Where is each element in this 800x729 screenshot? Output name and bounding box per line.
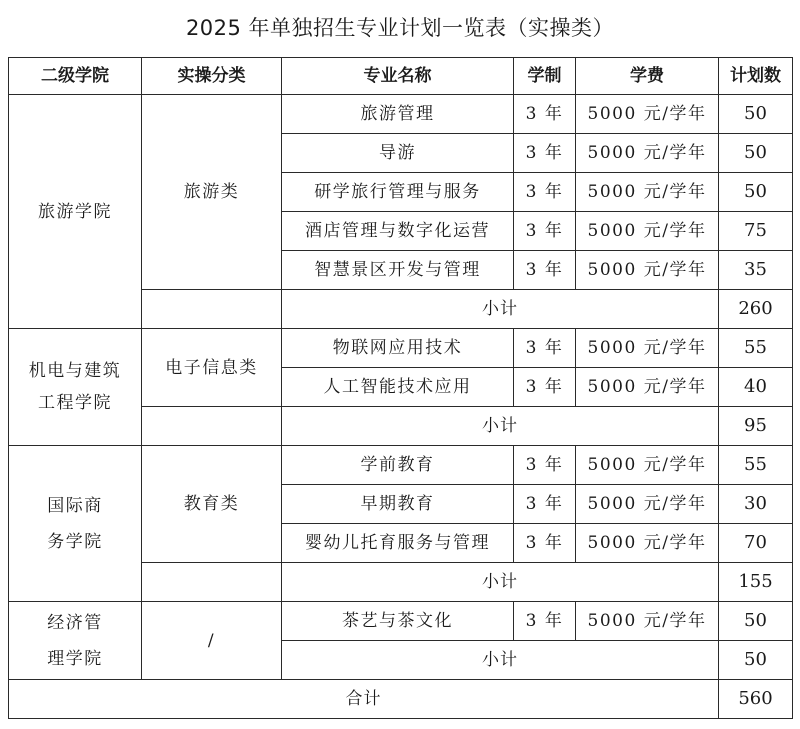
fee-cell: 5000 元/学年 (576, 368, 719, 407)
years-cell: 3 年 (514, 173, 576, 212)
college-cell (9, 329, 142, 446)
fee-cell: 5000 元/学年 (576, 446, 719, 485)
table-row (9, 329, 793, 368)
major-name: 旅游管理 (282, 95, 514, 134)
fee-cell: 5000 元/学年 (576, 329, 719, 368)
subtotal-value: 50 (719, 641, 793, 680)
major-name: 早期教育 (282, 485, 514, 524)
fee-cell: 5000 元/学年 (576, 251, 719, 290)
years-cell: 3 年 (514, 368, 576, 407)
header-category: 实操分类 (142, 58, 282, 95)
category-cell: 教育类 (142, 446, 282, 563)
fee-cell: 5000 元/学年 (576, 173, 719, 212)
fee-cell: 5000 元/学年 (576, 602, 719, 641)
header-plan: 计划数 (719, 58, 793, 95)
major-name: 酒店管理与数字化运营 (282, 212, 514, 251)
subtotal-value: 260 (719, 290, 793, 329)
major-name: 婴幼儿托育服务与管理 (282, 524, 514, 563)
enrollment-plan-table (8, 57, 793, 719)
fee-cell: 5000 元/学年 (576, 485, 719, 524)
fee-cell: 5000 元/学年 (576, 212, 719, 251)
header-major: 专业名称 (282, 58, 514, 95)
table-row (9, 95, 793, 134)
plan-cell: 75 (719, 212, 793, 251)
years-cell: 3 年 (514, 446, 576, 485)
fee-cell: 5000 元/学年 (576, 95, 719, 134)
header-fee: 学费 (576, 58, 719, 95)
subtotal-label: 小计 (282, 563, 719, 602)
plan-cell: 70 (719, 524, 793, 563)
years-cell: 3 年 (514, 485, 576, 524)
college-cell (9, 446, 142, 602)
table-row (9, 602, 793, 641)
table-row (9, 446, 793, 485)
plan-cell: 50 (719, 173, 793, 212)
plan-cell: 50 (719, 602, 793, 641)
years-cell: 3 年 (514, 602, 576, 641)
total-row (9, 680, 793, 719)
category-cell: / (142, 602, 282, 680)
college-line: 务学院 (47, 531, 103, 552)
college-line: 机电与建筑 (28, 361, 122, 381)
major-name: 智慧景区开发与管理 (282, 251, 514, 290)
total-label: 合计 (9, 680, 719, 719)
header-college: 二级学院 (9, 58, 142, 95)
page-title: 2025 年单独招生专业计划一览表（实操类） (185, 16, 615, 40)
major-name: 导游 (282, 134, 514, 173)
plan-cell: 50 (719, 95, 793, 134)
college-cell: 旅游学院 (9, 95, 142, 329)
college-line: 国际商 (47, 495, 103, 516)
subtotal-value: 155 (719, 563, 793, 602)
subtotal-label: 小计 (282, 641, 719, 680)
years-cell: 3 年 (514, 95, 576, 134)
plan-cell: 35 (719, 251, 793, 290)
college-cell (9, 602, 142, 680)
years-cell: 3 年 (514, 212, 576, 251)
subtotal-label: 小计 (282, 407, 719, 446)
fee-cell: 5000 元/学年 (576, 524, 719, 563)
major-name: 茶艺与茶文化 (282, 602, 514, 641)
table-header-row (9, 58, 793, 95)
college-line: 经济管 (47, 612, 103, 633)
plan-cell: 55 (719, 329, 793, 368)
major-name: 学前教育 (282, 446, 514, 485)
major-name: 人工智能技术应用 (282, 368, 514, 407)
college-line: 工程学院 (38, 393, 112, 413)
plan-cell: 55 (719, 446, 793, 485)
years-cell: 3 年 (514, 524, 576, 563)
years-cell: 3 年 (514, 134, 576, 173)
college-line: 理学院 (47, 648, 103, 669)
subtotal-value: 95 (719, 407, 793, 446)
major-name: 研学旅行管理与服务 (282, 173, 514, 212)
subtotal-label: 小计 (282, 290, 719, 329)
category-cell: 旅游类 (142, 95, 282, 290)
category-cell: 电子信息类 (142, 329, 282, 407)
years-cell: 3 年 (514, 329, 576, 368)
total-value: 560 (719, 680, 793, 719)
fee-cell: 5000 元/学年 (576, 134, 719, 173)
plan-cell: 30 (719, 485, 793, 524)
plan-cell: 40 (719, 368, 793, 407)
plan-cell: 50 (719, 134, 793, 173)
header-years: 学制 (514, 58, 576, 95)
years-cell: 3 年 (514, 251, 576, 290)
major-name: 物联网应用技术 (282, 329, 514, 368)
